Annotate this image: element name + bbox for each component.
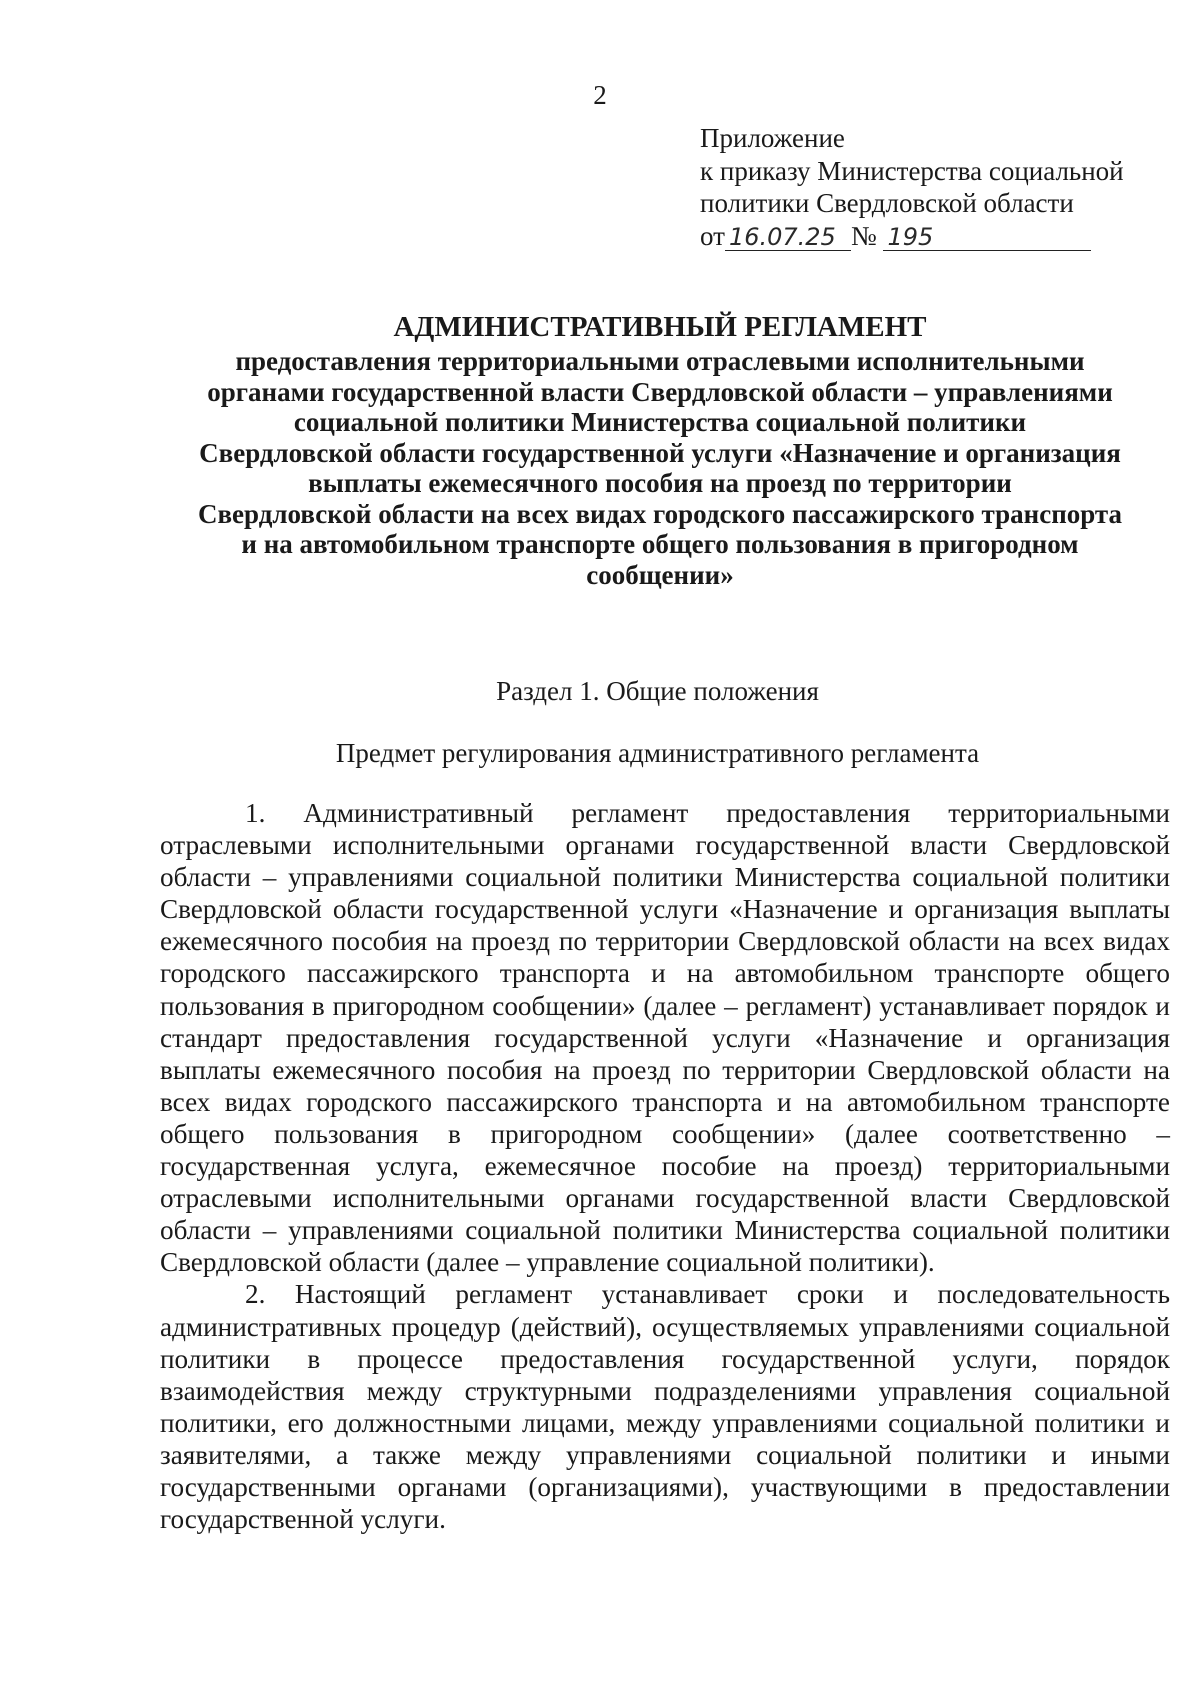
- subtitle-line: и на автомобильном транспорте общего пользования в пригородном: [241, 529, 1079, 559]
- section-heading: Раздел 1. Общие положения: [496, 676, 819, 706]
- number-prefix: №: [850, 220, 877, 251]
- paragraph-1: 1. Административный регламент предоставления территориальными отраслевыми исполнительными органами государственной власти Свердловской области – управлениями социальной политики Министерства социальной политики Свердловской области государственной услуги «Назначение и организация выплаты ежемесячного пособия на проезд по территории Свердловской области на всех видах городского пассажирского транспорта и на автомобильном транспорте общего пользования в пригородном сообщении» (далее – регламент) устанавливает порядок и стандарт предоставления государственной услуги «Назначение и организация выплаты ежемесячного пособия на проезд по территории Свердловской области на всех видах городского пассажирского транспорта и на автомобильном транспорте общего пользования в пригородном сообщении» (далее соответственно – государственная услуга, ежемесячное пособие на проезд) территориальными отраслевыми исполнительными органами государственной власти Свердловской области – управлениями социальной политики Министерства социальной политики Свердловской области (далее – управление социальной политики).: [160, 798, 1170, 1278]
- handwritten-number: 195: [883, 224, 1091, 251]
- body-text: [160, 797, 1170, 1535]
- page-number: 2: [593, 80, 607, 110]
- appendix-block: [700, 122, 1170, 252]
- date-prefix: от: [700, 220, 725, 251]
- subtitle-line: выплаты ежемесячного пособия на проезд по территории: [308, 468, 1012, 498]
- title-block: [160, 310, 1160, 590]
- document-title: АДМИНИСТРАТИВНЫЙ РЕГЛАМЕНТ: [393, 311, 927, 343]
- appendix-order-ref: к приказу Министерства социальной: [700, 155, 1124, 186]
- appendix-date-number-line: [700, 220, 1170, 253]
- appendix-label: Приложение: [700, 123, 845, 153]
- subtitle-line: сообщении»: [586, 559, 734, 590]
- appendix-ministry: политики Свердловской области: [700, 188, 1074, 218]
- paragraph-2: 2. Настоящий регламент устанавливает сроки и последовательность административных процедур (действий), осуществляемых управлениями социальной политики в процессе предоставления государственной услуги, порядок взаимодействия между структурными подразделениями управления социальной политики, его должностными лицами, между управлениями социальной политики и заявителями, а также между управлениями социальной политики и иными государственными органами (организациями), участвующими в предоставлении государственной услуги.: [160, 1279, 1170, 1535]
- handwritten-date: 16.07.25: [725, 224, 851, 251]
- section-subheading: Предмет регулирования административного регламента: [335, 738, 980, 768]
- subtitle-line: Свердловской области на всех видах городского пассажирского транспорта: [197, 498, 1123, 529]
- subtitle-line: Свердловской области государственной услуги «Назначение и организация: [199, 437, 1121, 468]
- subtitle-line: социальной политики Министерства социальной политики: [293, 407, 1027, 437]
- subtitle-line: органами государственной власти Свердловской области – управлениями: [207, 376, 1113, 407]
- document-subtitle: [160, 346, 1160, 590]
- subtitle-line: предоставления территориальными отраслевыми исполнительными: [235, 346, 1085, 376]
